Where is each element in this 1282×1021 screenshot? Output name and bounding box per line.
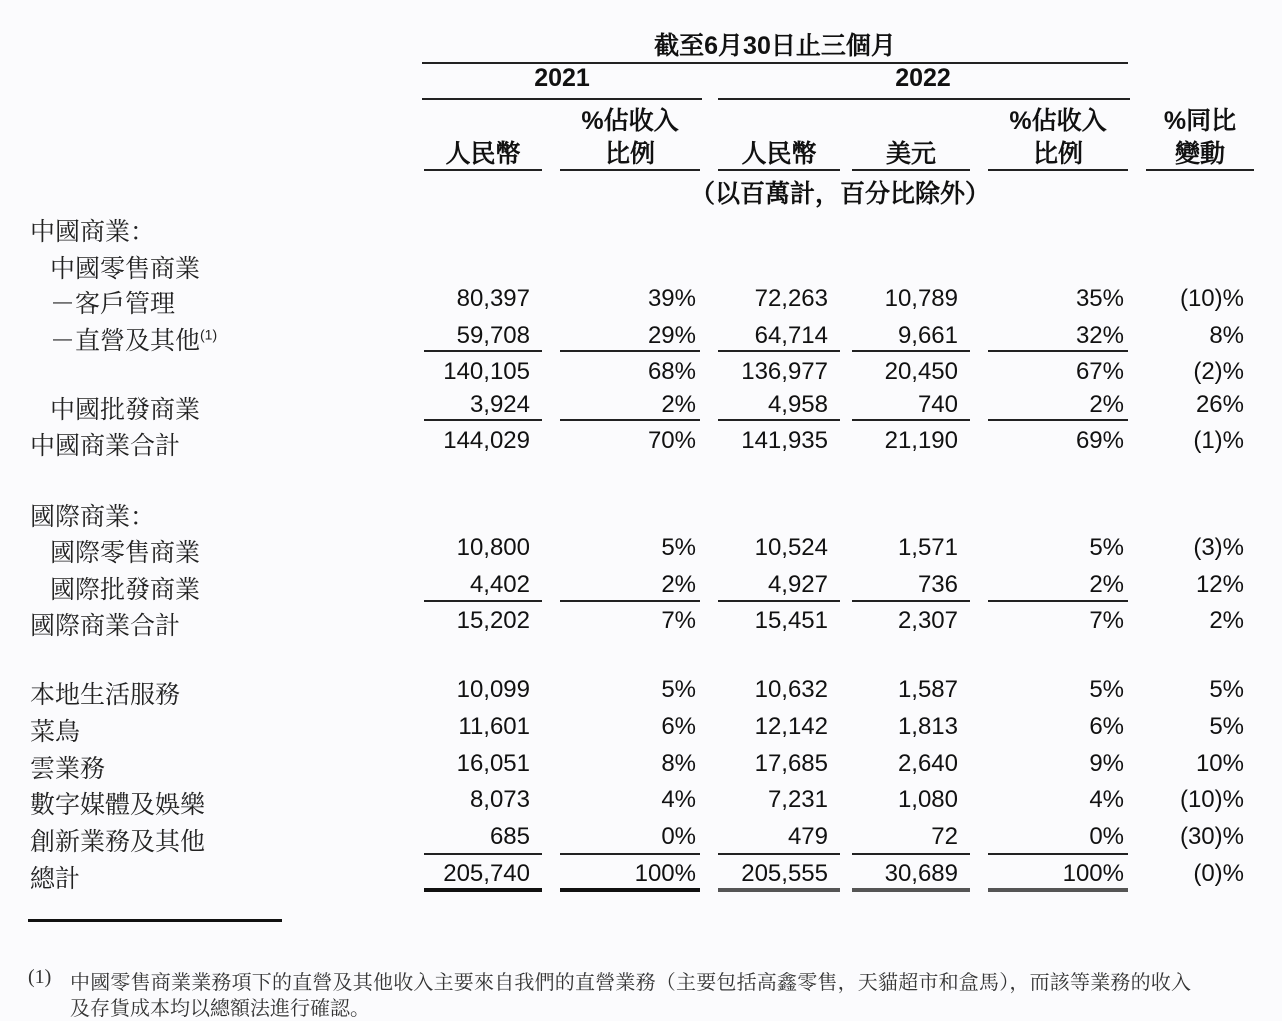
cell-value: 39% bbox=[647, 285, 696, 312]
cell-value: 740 bbox=[917, 391, 958, 418]
cell-value: (2)% bbox=[1193, 358, 1244, 385]
subtotal-rule bbox=[560, 853, 700, 855]
divider bbox=[424, 169, 542, 171]
cell-value: 59,708 bbox=[456, 322, 530, 349]
cell-value: 5% bbox=[1209, 713, 1244, 740]
cell-value: 736 bbox=[917, 571, 958, 598]
cell-value: 4,927 bbox=[767, 571, 828, 598]
subtotal-rule bbox=[988, 600, 1128, 602]
col-pct-2022-l1: %佔收入 bbox=[1009, 107, 1107, 135]
col-rmb-2021: 人民幣 bbox=[445, 140, 521, 168]
total-rule bbox=[424, 888, 542, 892]
year-2022: 2022 bbox=[895, 64, 951, 92]
subtotal-rule bbox=[988, 350, 1128, 352]
cell-value: 9% bbox=[1089, 750, 1124, 777]
divider bbox=[1146, 169, 1254, 171]
cell-value: 10,789 bbox=[884, 285, 958, 312]
cell-value: 5% bbox=[661, 534, 696, 561]
cell-value: 64,714 bbox=[754, 322, 828, 349]
footnote-line2: 及存貨成本均以總額法進行確認。 bbox=[70, 998, 370, 1020]
row-label: 國際商業合計 bbox=[30, 612, 181, 640]
total-rule bbox=[560, 888, 700, 892]
cell-value: 4,402 bbox=[469, 571, 530, 598]
cell-value: 5% bbox=[1209, 676, 1244, 703]
cell-value: 15,202 bbox=[456, 607, 530, 634]
row-label: 數字媒體及娛樂 bbox=[30, 791, 206, 819]
cell-value: 10,524 bbox=[754, 534, 828, 561]
divider bbox=[852, 169, 970, 171]
cell-value: 2% bbox=[1209, 607, 1244, 634]
cell-value: 10% bbox=[1195, 750, 1244, 777]
subtotal-rule bbox=[424, 419, 542, 421]
row-label: 雲業務 bbox=[30, 755, 106, 783]
cell-value: 8% bbox=[661, 750, 696, 777]
subtotal-rule bbox=[988, 419, 1128, 421]
cell-value: 68% bbox=[647, 358, 696, 385]
cell-value: 4% bbox=[661, 786, 696, 813]
cell-value: 7% bbox=[661, 607, 696, 634]
cell-value: 10,632 bbox=[754, 676, 828, 703]
footnote-marker: (1) bbox=[28, 966, 52, 988]
subtotal-rule bbox=[560, 600, 700, 602]
cell-value: 1,080 bbox=[897, 786, 958, 813]
cell-value: 3,924 bbox=[469, 391, 530, 418]
unit-note: （以百萬計，百分比除外） bbox=[689, 180, 990, 208]
col-pct-2021-l2: 比例 bbox=[604, 140, 655, 168]
col-pct-2021-l1: %佔收入 bbox=[581, 107, 679, 135]
subtotal-rule bbox=[852, 853, 970, 855]
row-label: 國際零售商業 bbox=[50, 539, 201, 567]
divider bbox=[560, 169, 700, 171]
col-yoy-l1: %同比 bbox=[1163, 107, 1237, 135]
cell-value: (3)% bbox=[1193, 534, 1244, 561]
cell-value: 35% bbox=[1075, 285, 1124, 312]
cell-value: 1,587 bbox=[897, 676, 958, 703]
cell-value: 100% bbox=[634, 860, 696, 887]
cell-value: 5% bbox=[1089, 534, 1124, 561]
cell-value: 69% bbox=[1075, 427, 1124, 454]
cell-value: (30)% bbox=[1179, 823, 1244, 850]
subtotal-rule bbox=[424, 350, 542, 352]
cell-value: 72,263 bbox=[754, 285, 828, 312]
cell-value: 8,073 bbox=[469, 786, 530, 813]
cell-value: 6% bbox=[661, 713, 696, 740]
cell-value: 17,685 bbox=[754, 750, 828, 777]
row-label: 菜鳥 bbox=[30, 718, 81, 746]
subtotal-rule bbox=[852, 600, 970, 602]
row-label: 國際批發商業 bbox=[50, 576, 201, 604]
row-label: －直營及其他$^{(1)}$ bbox=[50, 326, 218, 355]
divider bbox=[422, 98, 702, 100]
cell-value: 20,450 bbox=[884, 358, 958, 385]
cell-value: 0% bbox=[661, 823, 696, 850]
footnote-rule bbox=[28, 919, 282, 922]
subtotal-rule bbox=[852, 350, 970, 352]
subtotal-rule bbox=[424, 600, 542, 602]
cell-value: 2,307 bbox=[897, 607, 958, 634]
cell-value: 0% bbox=[1089, 823, 1124, 850]
cell-value: 205,740 bbox=[443, 860, 530, 887]
cell-value: 21,190 bbox=[884, 427, 958, 454]
row-label: 中國商業： bbox=[30, 218, 156, 246]
cell-value: (1)% bbox=[1193, 427, 1244, 454]
cell-value: 10,099 bbox=[456, 676, 530, 703]
cell-value: 5% bbox=[661, 676, 696, 703]
row-label: 中國批發商業 bbox=[50, 396, 201, 424]
cell-value: 70% bbox=[647, 427, 696, 454]
row-label: －客戶管理 bbox=[50, 290, 176, 318]
cell-value: 2% bbox=[661, 391, 696, 418]
col-yoy-l2: 變動 bbox=[1174, 140, 1225, 168]
cell-value: 29% bbox=[647, 322, 696, 349]
row-label: 總計 bbox=[30, 865, 81, 893]
row-label: 國際商業： bbox=[30, 503, 156, 531]
cell-value: 5% bbox=[1089, 676, 1124, 703]
cell-value: 2% bbox=[1089, 571, 1124, 598]
row-label: 本地生活服務 bbox=[30, 681, 181, 709]
divider bbox=[718, 98, 1130, 100]
cell-value: 10,800 bbox=[456, 534, 530, 561]
cell-value: 100% bbox=[1062, 860, 1124, 887]
cell-value: 2% bbox=[1089, 391, 1124, 418]
divider bbox=[988, 169, 1128, 171]
cell-value: 12,142 bbox=[754, 713, 828, 740]
cell-value: 2% bbox=[661, 571, 696, 598]
cell-value: 67% bbox=[1075, 358, 1124, 385]
cell-value: 140,105 bbox=[443, 358, 530, 385]
subtotal-rule bbox=[560, 350, 700, 352]
cell-value: 4,958 bbox=[767, 391, 828, 418]
cell-value: 80,397 bbox=[456, 285, 530, 312]
footnote-ref: (1) bbox=[200, 326, 218, 343]
cell-value: 144,029 bbox=[443, 427, 530, 454]
cell-value: 30,689 bbox=[884, 860, 958, 887]
subtotal-rule bbox=[718, 350, 840, 352]
col-pct-2022-l2: 比例 bbox=[1032, 140, 1083, 168]
cell-value: 7,231 bbox=[767, 786, 828, 813]
cell-value: 205,555 bbox=[741, 860, 828, 887]
subtotal-rule bbox=[852, 419, 970, 421]
cell-value: 136,977 bbox=[741, 358, 828, 385]
cell-value: 2,640 bbox=[897, 750, 958, 777]
subtotal-rule bbox=[718, 600, 840, 602]
cell-value: 15,451 bbox=[754, 607, 828, 634]
total-rule bbox=[988, 888, 1128, 892]
cell-value: 9,661 bbox=[897, 322, 958, 349]
row-label: 中國零售商業 bbox=[50, 255, 201, 283]
cell-value: 1,571 bbox=[897, 534, 958, 561]
subtotal-rule bbox=[718, 853, 840, 855]
cell-value: 8% bbox=[1209, 322, 1244, 349]
cell-value: 141,935 bbox=[741, 427, 828, 454]
footnote-line1: 中國零售商業業務項下的直營及其他收入主要來自我們的直營業務（主要包括高鑫零售，天貓超市和盒馬），而該等業務的收入 bbox=[70, 972, 1192, 994]
cell-value: (10)% bbox=[1179, 285, 1244, 312]
col-rmb-2022: 人民幣 bbox=[741, 140, 817, 168]
cell-value: 685 bbox=[489, 823, 530, 850]
total-rule bbox=[718, 888, 840, 892]
row-label: 中國商業合計 bbox=[30, 432, 181, 460]
period-title: 截至6月30日止三個月 bbox=[654, 32, 896, 60]
cell-value: 12% bbox=[1195, 571, 1244, 598]
subtotal-rule bbox=[988, 853, 1128, 855]
divider bbox=[718, 169, 840, 171]
row-label: 創新業務及其他 bbox=[30, 828, 206, 856]
cell-value: 1,813 bbox=[897, 713, 958, 740]
cell-value: 72 bbox=[931, 823, 958, 850]
cell-value: (10)% bbox=[1179, 786, 1244, 813]
year-2021: 2021 bbox=[534, 64, 590, 92]
subtotal-rule bbox=[718, 419, 840, 421]
cell-value: 7% bbox=[1089, 607, 1124, 634]
cell-value: (0)% bbox=[1193, 860, 1244, 887]
cell-value: 11,601 bbox=[458, 713, 530, 740]
cell-value: 479 bbox=[787, 823, 828, 850]
cell-value: 32% bbox=[1075, 322, 1124, 349]
total-rule bbox=[852, 888, 970, 892]
subtotal-rule bbox=[560, 419, 700, 421]
cell-value: 26% bbox=[1195, 391, 1244, 418]
cell-value: 16,051 bbox=[456, 750, 530, 777]
cell-value: 4% bbox=[1089, 786, 1124, 813]
col-usd-2022: 美元 bbox=[885, 140, 936, 168]
cell-value: 6% bbox=[1089, 713, 1124, 740]
subtotal-rule bbox=[424, 853, 542, 855]
